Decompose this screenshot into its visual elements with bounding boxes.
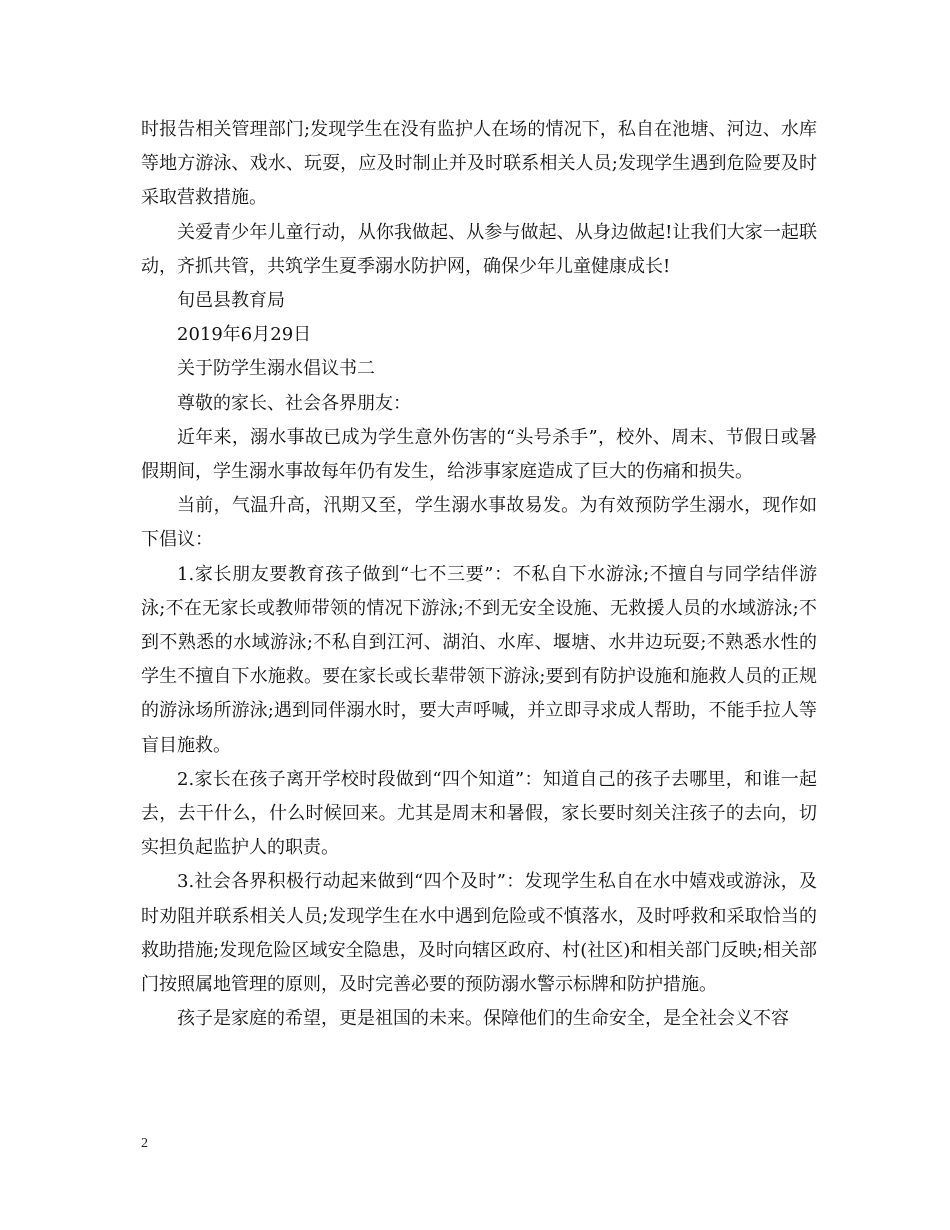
paragraph-item-1: 1.家长朋友要教育孩子做到“七不三要”：不私自下水游泳;不擅自与同学结伴游泳;不在无家长或教师带领的情况下游泳;不到无安全设施、无救援人员的水域游泳;不到不熟悉的水域游泳;不私自到江河、湖泊、水库、堰塘、水井边玩耍;不熟悉水性的学生不擅自下水施救。要在家长或长辈带领下游泳;要到有防护设施和施救人员的正规的游泳场所游泳;遇到同伴溺水时，要大声呼喊，并立即寻求成人帮助，不能手拉人等盲目施救。 xyxy=(141,563,818,756)
paragraph-item-2: 2.家长在孩子离开学校时段做到“四个知道”：知道自己的孩子去哪里，和谁一起去，去干什么，什么时候回来。尤其是周末和暑假，家长要时刻关注孩子的去向，切实担负起监护人的职责。 xyxy=(141,768,817,859)
salutation: 尊敬的家长、社会各界朋友： xyxy=(177,392,411,414)
signature-date: 2019年6月29日 xyxy=(177,324,312,346)
paragraph-intro: 近年来，溺水事故已成为学生意外伤害的“头号杀手”，校外、周末、节假日或暑假期间，学生溺水事故每年仍有发生，给涉事家庭造成了巨大的伤痛和损失。 xyxy=(141,426,817,483)
paragraph-closing: 孩子是家庭的希望，更是祖国的未来。保障他们的生命安全，是全社会义不容 xyxy=(177,1008,789,1030)
document-body xyxy=(141,113,817,1036)
paragraph-call-to-action: 关爱青少年儿童行动，从你我做起、从参与做起、从身边做起!让我们大家一起联动，齐抓共管，共筑学生夏季溺水防护网，确保少年儿童健康成长! xyxy=(141,221,817,277)
paragraph-situation: 当前，气温升高，汛期又至，学生溺水事故易发。为有效预防学生溺水，现作如下倡议： xyxy=(141,495,817,551)
paragraph-item-3: 3.社会各界积极行动起来做到“四个及时”：发现学生私自在水中嬉戏或游泳，及时劝阻并联系相关人员;发现学生在水中遇到危险或不慎落水，及时呼救和采取恰当的救助措施;发现危险区域安全隐患，及时向辖区政府、村(社区)和相关部门反映;相关部门按照属地管理的原则，及时完善必要的预防溺水警示标牌和防护措施。 xyxy=(141,871,817,996)
section-title: 关于防学生溺水倡议书二 xyxy=(177,358,375,380)
page-number: 2 xyxy=(141,1136,148,1151)
paragraph-continuation: 时报告相关管理部门;发现学生在没有监护人在场的情况下，私自在池塘、河边、水库等地方游泳、戏水、玩耍，应及时制止并及时联系相关人员;发现学生遇到危险要及时采取营救措施。 xyxy=(141,119,817,209)
signature-organization: 旬邑县教育局 xyxy=(177,290,285,312)
